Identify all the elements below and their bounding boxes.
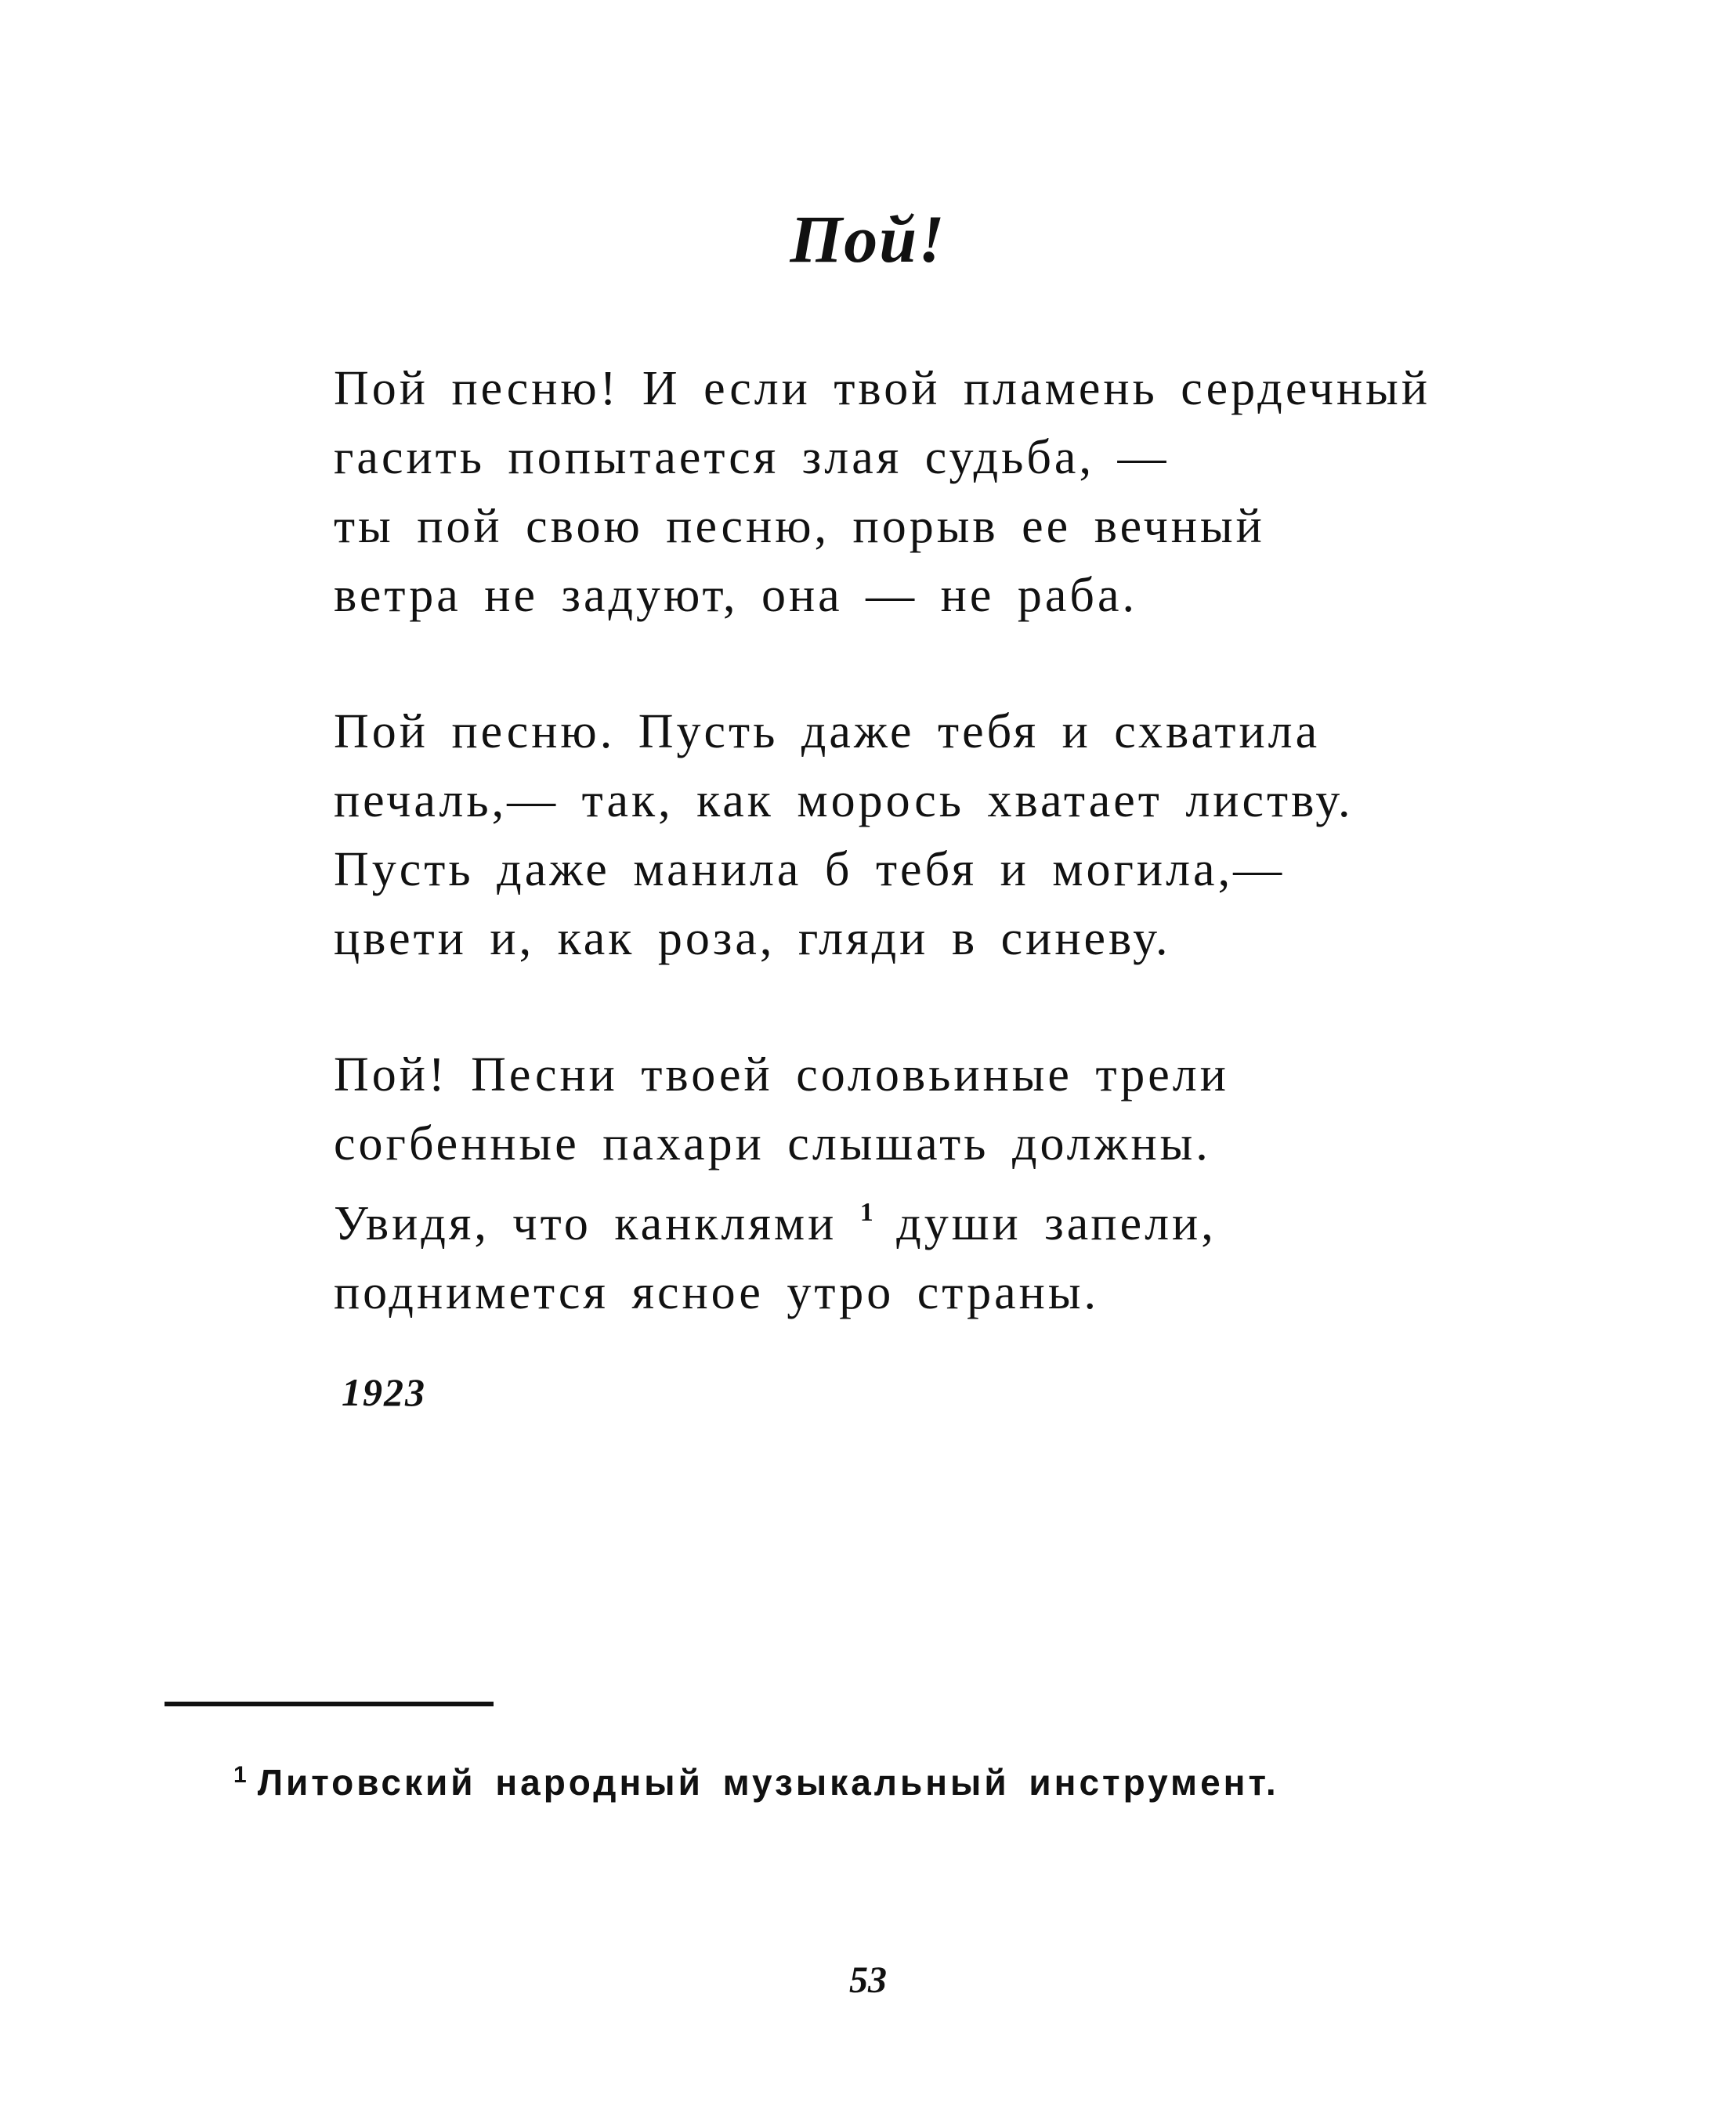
footnote-marker: 1	[233, 1762, 247, 1788]
line-text-before-marker: Увидя, что канклями	[334, 1197, 837, 1250]
footnote-reference-marker: 1	[859, 1198, 873, 1227]
poem-body	[334, 354, 1556, 1395]
poem-line: согбенные пахари слышать должны.	[334, 1117, 1211, 1170]
poem-line: Пой песню. Пусть даже тебя и схватила	[334, 705, 1321, 758]
poem-line: ты пой свою песню, порыв ее вечный	[334, 500, 1265, 553]
poem-line: цвети и, как роза, гляди в синеву.	[334, 912, 1171, 965]
poem-line: Пой песню! И если твой пламень сердечный	[334, 362, 1430, 415]
stanza-3	[334, 1040, 1556, 1327]
stanza-2	[334, 697, 1556, 973]
poem-line: ветра не задуют, она — не раба.	[334, 569, 1137, 622]
poem-line: печаль,— так, как морось хватает листву.	[334, 774, 1354, 827]
poem-line: гасить попытается злая судьба, —	[334, 431, 1170, 484]
stanza-1	[334, 354, 1556, 630]
poem-line: поднимется ясное утро страны.	[334, 1266, 1100, 1319]
footnote-text: Литовский народный музыкальный инструмент.	[257, 1762, 1279, 1803]
poem-line: Пусть даже манила б тебя и могила,—	[334, 843, 1286, 896]
line-text-after-marker: души запели,	[896, 1197, 1217, 1250]
page-number: 53	[849, 1959, 887, 2001]
footnote	[233, 1761, 1279, 1803]
poem-line: Пой! Песни твоей соловьиные трели	[334, 1048, 1229, 1102]
poem-title: Пой!	[790, 201, 946, 277]
footnote-divider	[165, 1702, 494, 1706]
poem-line-with-footnote	[334, 1178, 1556, 1258]
poem-year: 1923	[342, 1370, 426, 1414]
